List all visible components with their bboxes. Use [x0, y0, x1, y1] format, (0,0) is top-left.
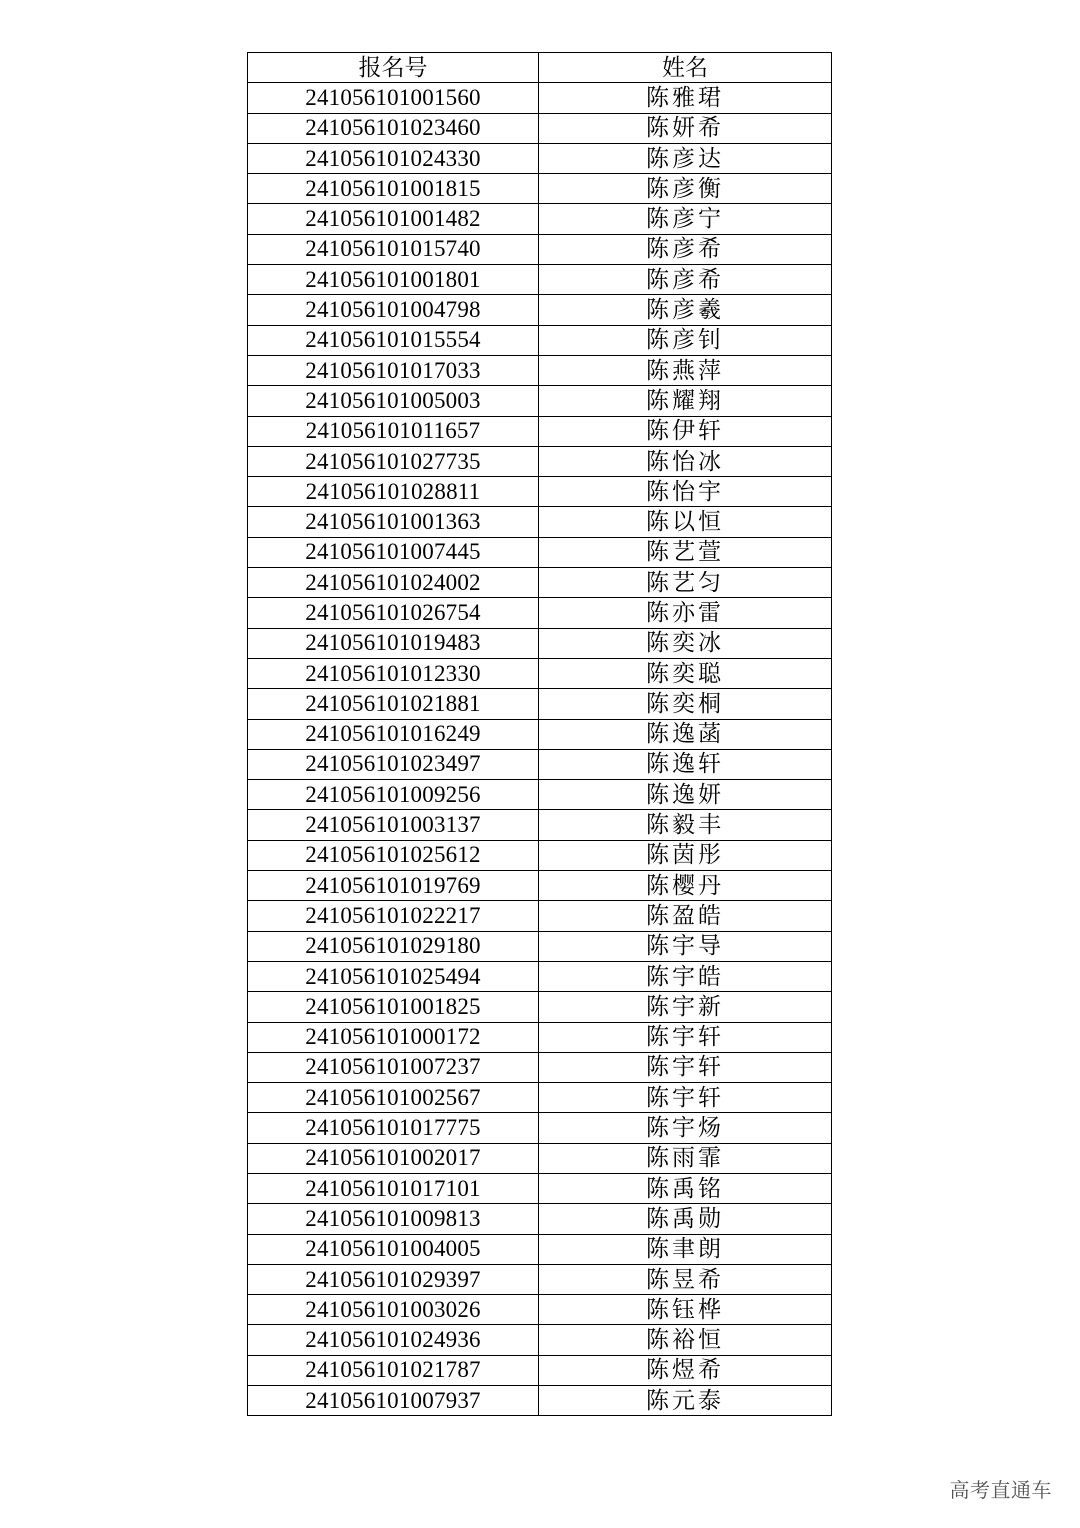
reg-no-cell: 241056101011657 — [248, 416, 539, 446]
name-cell: 陈彦衡 — [539, 174, 832, 204]
table-row — [248, 719, 832, 749]
watermark-text: 高考直通车 — [949, 1478, 1052, 1502]
table-row — [248, 992, 832, 1022]
table-row — [248, 295, 832, 325]
name-cell: 陈怡宇 — [539, 477, 832, 507]
name-cell: 陈宇轩 — [539, 1052, 832, 1082]
table-row — [248, 446, 832, 476]
table-row — [248, 568, 832, 598]
reg-no-cell: 241056101024936 — [248, 1325, 539, 1355]
name-cell: 陈聿朗 — [539, 1234, 832, 1264]
table-row — [248, 325, 832, 355]
name-cell: 陈彦达 — [539, 143, 832, 173]
reg-no-cell: 241056101029397 — [248, 1264, 539, 1294]
header-row — [248, 53, 832, 83]
table-row — [248, 931, 832, 961]
name-cell: 陈以恒 — [539, 507, 832, 537]
table-row — [248, 174, 832, 204]
table-row — [248, 1052, 832, 1082]
reg-no-cell: 241056101015740 — [248, 234, 539, 264]
reg-no-cell: 241056101001560 — [248, 83, 539, 113]
name-cell: 陈耀翔 — [539, 386, 832, 416]
table-row — [248, 1295, 832, 1325]
reg-no-cell: 241056101000172 — [248, 1022, 539, 1052]
reg-no-cell: 241056101022217 — [248, 901, 539, 931]
name-cell: 陈雨霏 — [539, 1143, 832, 1173]
reg-no-cell: 241056101025612 — [248, 840, 539, 870]
name-cell: 陈煜希 — [539, 1355, 832, 1385]
reg-no-cell: 241056101004798 — [248, 295, 539, 325]
reg-no-cell: 241056101017101 — [248, 1173, 539, 1203]
table-row — [248, 871, 832, 901]
header-reg-no: 报名号 — [248, 53, 539, 83]
reg-no-cell: 241056101003026 — [248, 1295, 539, 1325]
reg-no-cell: 241056101016249 — [248, 719, 539, 749]
reg-no-cell: 241056101023497 — [248, 749, 539, 779]
table-row — [248, 1325, 832, 1355]
name-cell: 陈彦羲 — [539, 295, 832, 325]
reg-no-cell: 241056101007237 — [248, 1052, 539, 1082]
name-cell: 陈彦希 — [539, 265, 832, 295]
name-cell: 陈宇轩 — [539, 1083, 832, 1113]
name-cell: 陈燕萍 — [539, 355, 832, 385]
table-row — [248, 265, 832, 295]
table-row — [248, 355, 832, 385]
reg-no-cell: 241056101019483 — [248, 628, 539, 658]
name-cell: 陈怡冰 — [539, 446, 832, 476]
table-row — [248, 689, 832, 719]
name-cell: 陈奕聪 — [539, 658, 832, 688]
name-cell: 陈亦雷 — [539, 598, 832, 628]
name-cell: 陈伊轩 — [539, 416, 832, 446]
table-row — [248, 810, 832, 840]
reg-no-cell: 241056101024330 — [248, 143, 539, 173]
table-row — [248, 1264, 832, 1294]
reg-no-cell: 241056101009256 — [248, 780, 539, 810]
table-row — [248, 961, 832, 991]
table-row — [248, 1173, 832, 1203]
reg-no-cell: 241056101028811 — [248, 477, 539, 507]
name-cell: 陈宇导 — [539, 931, 832, 961]
reg-no-cell: 241056101001825 — [248, 992, 539, 1022]
table-row — [248, 1234, 832, 1264]
table-row — [248, 143, 832, 173]
table-row — [248, 1386, 832, 1416]
table-row — [248, 204, 832, 234]
name-cell: 陈艺萱 — [539, 537, 832, 567]
table-row — [248, 780, 832, 810]
roster-table — [247, 52, 832, 1416]
table-row — [248, 386, 832, 416]
table-row — [248, 901, 832, 931]
table-header — [248, 53, 832, 83]
reg-no-cell: 241056101001815 — [248, 174, 539, 204]
reg-no-cell: 241056101009813 — [248, 1204, 539, 1234]
header-name: 姓名 — [539, 53, 832, 83]
table-row — [248, 416, 832, 446]
reg-no-cell: 241056101004005 — [248, 1234, 539, 1264]
reg-no-cell: 241056101007937 — [248, 1386, 539, 1416]
name-cell: 陈禹铭 — [539, 1173, 832, 1203]
table-row — [248, 658, 832, 688]
name-cell: 陈雅珺 — [539, 83, 832, 113]
reg-no-cell: 241056101007445 — [248, 537, 539, 567]
table-row — [248, 1022, 832, 1052]
reg-no-cell: 241056101005003 — [248, 386, 539, 416]
name-cell: 陈逸菡 — [539, 719, 832, 749]
name-cell: 陈樱丹 — [539, 871, 832, 901]
name-cell: 陈茵彤 — [539, 840, 832, 870]
reg-no-cell: 241056101023460 — [248, 113, 539, 143]
name-cell: 陈禹勋 — [539, 1204, 832, 1234]
name-cell: 陈逸妍 — [539, 780, 832, 810]
reg-no-cell: 241056101017775 — [248, 1113, 539, 1143]
table-row — [248, 1204, 832, 1234]
table-body — [248, 83, 832, 1416]
name-cell: 陈彦钊 — [539, 325, 832, 355]
reg-no-cell: 241056101003137 — [248, 810, 539, 840]
table-row — [248, 477, 832, 507]
name-cell: 陈彦宁 — [539, 204, 832, 234]
name-cell: 陈宇新 — [539, 992, 832, 1022]
reg-no-cell: 241056101029180 — [248, 931, 539, 961]
reg-no-cell: 241056101027735 — [248, 446, 539, 476]
reg-no-cell: 241056101025494 — [248, 961, 539, 991]
name-cell: 陈裕恒 — [539, 1325, 832, 1355]
roster-table-container — [247, 52, 831, 1416]
reg-no-cell: 241056101021881 — [248, 689, 539, 719]
name-cell: 陈毅丰 — [539, 810, 832, 840]
name-cell: 陈昱希 — [539, 1264, 832, 1294]
name-cell: 陈元泰 — [539, 1386, 832, 1416]
table-row — [248, 840, 832, 870]
name-cell: 陈宇炀 — [539, 1113, 832, 1143]
table-row — [248, 1355, 832, 1385]
name-cell: 陈盈皓 — [539, 901, 832, 931]
reg-no-cell: 241056101019769 — [248, 871, 539, 901]
reg-no-cell: 241056101002567 — [248, 1083, 539, 1113]
table-row — [248, 1113, 832, 1143]
name-cell: 陈彦希 — [539, 234, 832, 264]
name-cell: 陈宇皓 — [539, 961, 832, 991]
table-row — [248, 537, 832, 567]
table-row — [248, 749, 832, 779]
table-row — [248, 1143, 832, 1173]
reg-no-cell: 241056101001801 — [248, 265, 539, 295]
table-row — [248, 113, 832, 143]
table-row — [248, 598, 832, 628]
reg-no-cell: 241056101001482 — [248, 204, 539, 234]
reg-no-cell: 241056101024002 — [248, 568, 539, 598]
table-row — [248, 628, 832, 658]
name-cell: 陈奕桐 — [539, 689, 832, 719]
name-cell: 陈钰桦 — [539, 1295, 832, 1325]
reg-no-cell: 241056101001363 — [248, 507, 539, 537]
table-row — [248, 1083, 832, 1113]
name-cell: 陈妍希 — [539, 113, 832, 143]
reg-no-cell: 241056101012330 — [248, 658, 539, 688]
reg-no-cell: 241056101015554 — [248, 325, 539, 355]
name-cell: 陈奕冰 — [539, 628, 832, 658]
reg-no-cell: 241056101002017 — [248, 1143, 539, 1173]
reg-no-cell: 241056101026754 — [248, 598, 539, 628]
table-row — [248, 83, 832, 113]
reg-no-cell: 241056101021787 — [248, 1355, 539, 1385]
table-row — [248, 234, 832, 264]
table-row — [248, 507, 832, 537]
name-cell: 陈逸轩 — [539, 749, 832, 779]
name-cell: 陈艺匀 — [539, 568, 832, 598]
name-cell: 陈宇轩 — [539, 1022, 832, 1052]
reg-no-cell: 241056101017033 — [248, 355, 539, 385]
